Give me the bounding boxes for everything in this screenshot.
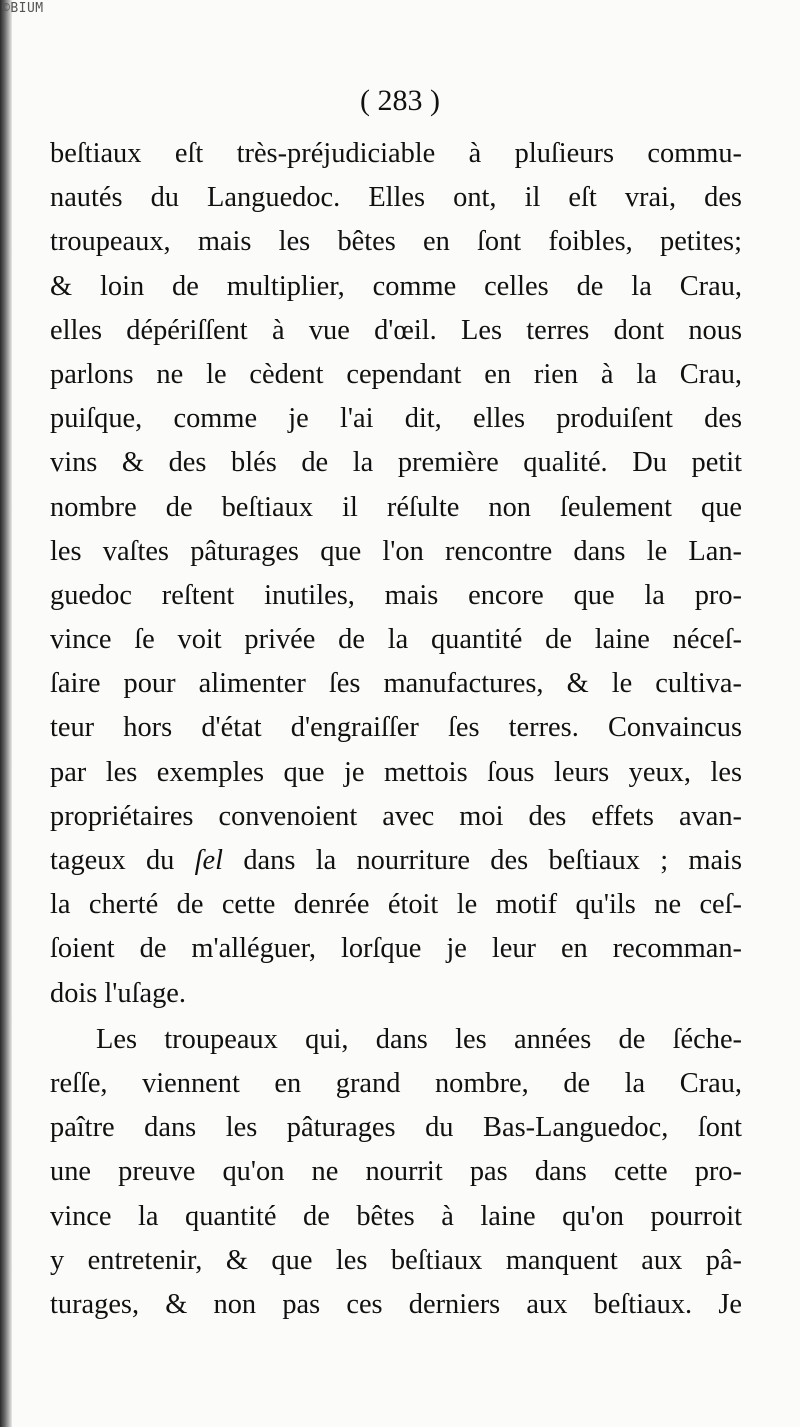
text-line: dois l'uſage. <box>50 977 187 1009</box>
text-line: puiſque, comme je l'ai dit, elles produiſent des <box>50 403 742 435</box>
text-line: teur hors d'état d'engraiſſer ſes terres. Convaincus <box>50 712 742 744</box>
text-line: par les exemples que je mettois ſous leurs yeux, les <box>50 756 742 788</box>
italic-word: ſel <box>194 845 224 876</box>
text-line: paître dans les pâturages du Bas-Languedoc, ſont <box>50 1112 742 1144</box>
page-binding-edge <box>0 0 12 1427</box>
text-segment: dans la nourriture des beſtiaux ; mais <box>223 845 742 876</box>
text-line: guedoc reſtent inutiles, mais encore que la pro- <box>50 579 742 611</box>
text-line: propriétaires convenoient avec moi des effets avan- <box>50 800 742 832</box>
text-line: les vaſtes pâturages que l'on rencontre dans le Lan- <box>50 535 742 567</box>
text-line: vince ſe voit privée de la quantité de laine néceſ- <box>50 624 742 656</box>
text-line: la cherté de cette denrée étoit le motif qu'ils ne ceſ- <box>50 889 742 921</box>
text-line: une preuve qu'on ne nourrit pas dans cette pro- <box>50 1156 742 1188</box>
text-line: beſtiaux eſt très-préjudiciable à pluſieurs commu- <box>50 138 742 169</box>
library-watermark: ©BIUM <box>2 1 44 16</box>
text-line: reſſe, viennent en grand nombre, de la Crau, <box>50 1067 742 1099</box>
text-line: Les troupeaux qui, dans les années de ſéche- <box>96 1023 742 1055</box>
text-line: vins & des blés de la première qualité. Du petit <box>50 447 742 479</box>
text-line: & loin de multiplier, comme celles de la Crau, <box>50 270 742 302</box>
page-number: ( 283 ) <box>360 84 440 117</box>
text-line: parlons ne le cèdent cependant en rien à la Crau, <box>50 358 742 390</box>
body-text <box>50 132 742 1327</box>
text-line: turages, & non pas ces derniers aux beſtiaux. Je <box>50 1288 742 1320</box>
text-line: nautés du Languedoc. Elles ont, il eſt vrai, des <box>50 182 742 214</box>
paragraph <box>50 132 742 1016</box>
text-line-with-italic <box>50 839 742 883</box>
text-line: troupeaux, mais les bêtes en ſont foibles, petites; <box>50 226 742 258</box>
paragraph <box>50 1018 742 1327</box>
text-line: nombre de beſtiaux il réſulte non ſeulement que <box>50 491 742 523</box>
text-segment: tageux du <box>50 845 195 876</box>
text-line: ſoient de m'alléguer, lorſque je leur en recomman- <box>50 933 742 965</box>
text-line: vince la quantité de bêtes à laine qu'on pourroit <box>50 1200 742 1232</box>
text-line: elles dépériſſent à vue d'œil. Les terres dont nous <box>50 314 742 346</box>
text-line: y entretenir, & que les beſtiaux manquent aux pâ- <box>50 1244 742 1276</box>
text-line: ſaire pour alimenter ſes manufactures, & le cultiva- <box>50 668 742 700</box>
